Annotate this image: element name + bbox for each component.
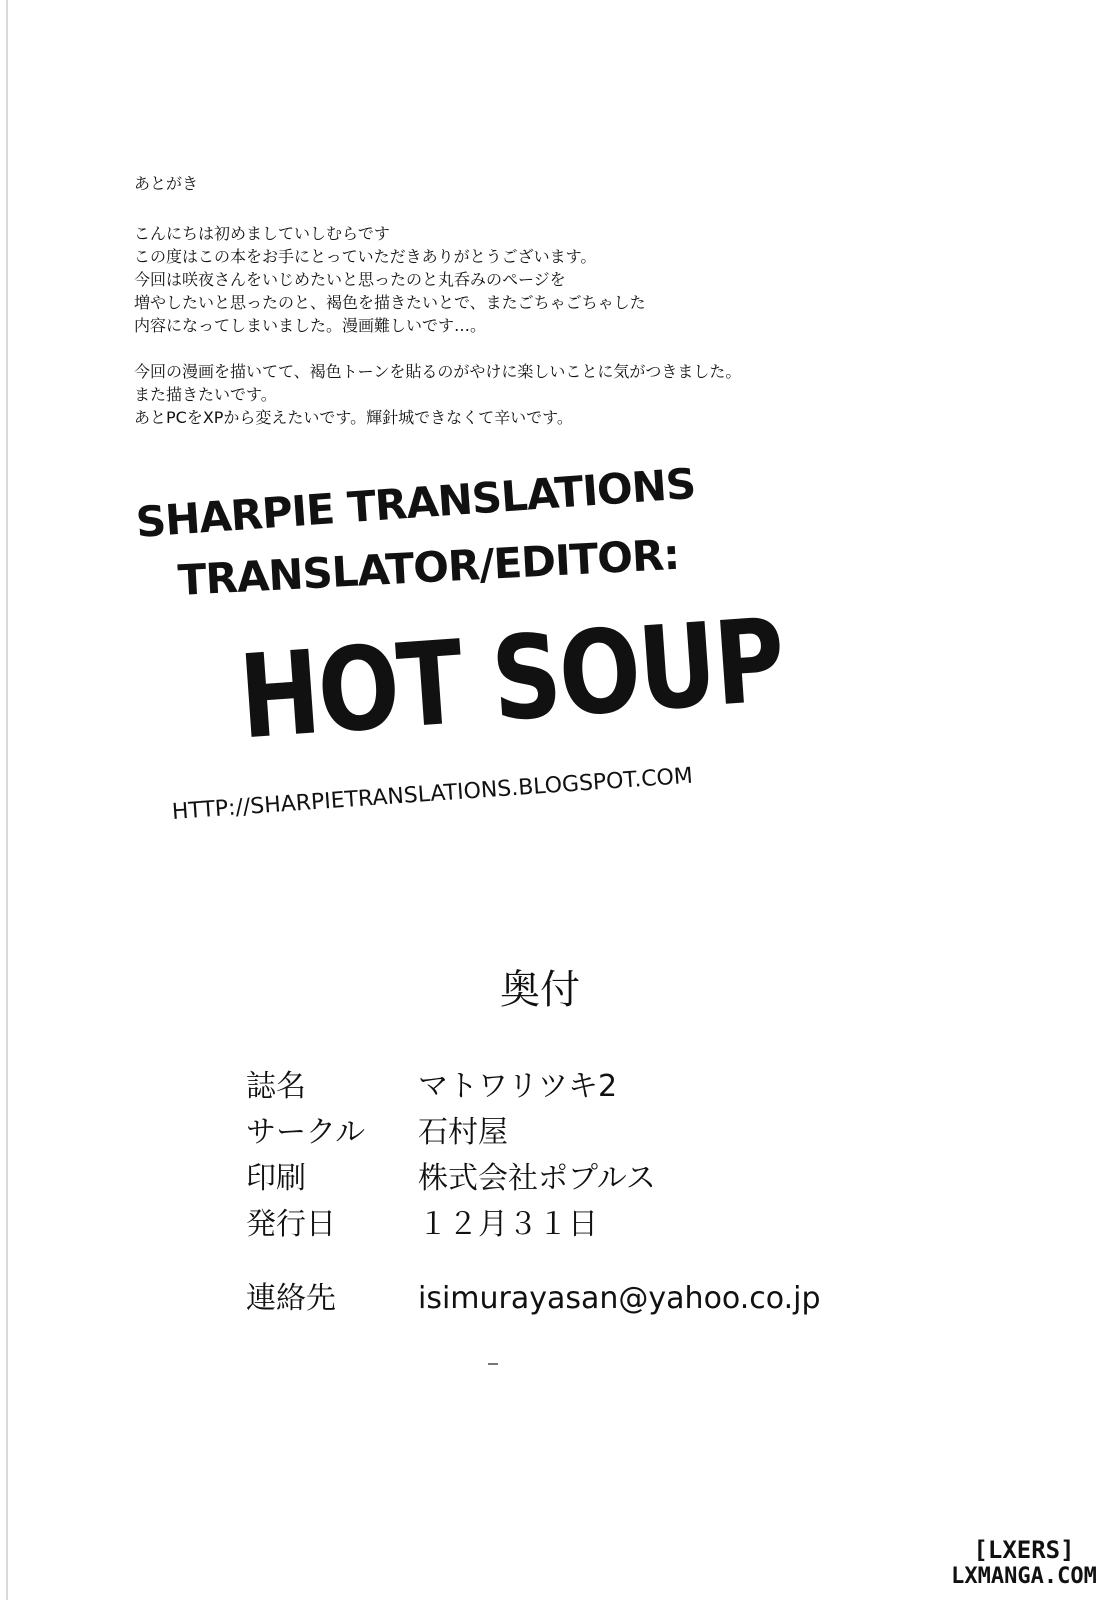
- colophon-row-date: [246, 1202, 821, 1248]
- colophon-contact-email: isimurayasan@yahoo.co.jp: [418, 1281, 821, 1316]
- page-edge-line: [6, 0, 8, 1600]
- colophon-table: [246, 1064, 821, 1322]
- colophon-value: 石村屋: [418, 1115, 508, 1150]
- credit-group-name: SHARPIE TRANSLATIONS: [134, 458, 697, 547]
- afterword-line: 今回は咲夜さんをいじめたいと思ったのと丸呑みのページを: [134, 270, 566, 289]
- watermark: [942, 1536, 1106, 1590]
- afterword-line: 増やしたいと思ったのと、褐色を描きたいとで、またごちゃごちゃした: [134, 293, 646, 312]
- colophon-label: 誌名: [246, 1069, 306, 1104]
- afterword-line: この度はこの本をお手にとっていただきありがとうございます。: [134, 247, 597, 266]
- afterword-line: あとPCをXPから変えたいです。輝針城できなくて辛いです。: [134, 408, 573, 427]
- watermark-bottom: LXMANGA.COM: [951, 1564, 1097, 1589]
- afterword-paragraph-1: [134, 222, 894, 337]
- afterword-line: 今回の漫画を描いてて、褐色トーンを貼るのがやけに楽しいことに気がつきました。: [134, 362, 742, 381]
- colophon-value: １２月３１日: [418, 1207, 598, 1242]
- afterword-paragraph-2: [134, 360, 894, 429]
- afterword-line: 内容になってしまいました。漫画難しいです…。: [134, 316, 487, 335]
- afterword-section: [134, 172, 894, 452]
- colophon-row-contact: [246, 1276, 821, 1322]
- colophon-row-title: [246, 1064, 821, 1110]
- afterword-line: こんにちは初めましていしむらです: [134, 224, 390, 243]
- print-mark: [488, 1363, 498, 1365]
- credit-url: HTTP://SHARPIETRANSLATIONS.BLOGSPOT.COM: [171, 763, 694, 825]
- colophon-value: 株式会社ポプルス: [418, 1161, 656, 1196]
- colophon-label: 印刷: [246, 1161, 306, 1196]
- colophon-value: マトワリツキ2: [418, 1069, 618, 1104]
- watermark-top: [LXERS]: [973, 1536, 1075, 1564]
- credit-role: TRANSLATOR/EDITOR:: [176, 529, 681, 605]
- credit-translator-name: HOT SOUP: [235, 593, 788, 766]
- colophon-title: 奥付: [500, 967, 580, 1013]
- colophon-label: 連絡先: [246, 1281, 336, 1316]
- colophon-label: 発行日: [246, 1207, 336, 1242]
- afterword-line: また描きたいです。: [134, 385, 277, 404]
- colophon-row-printer: [246, 1156, 821, 1202]
- colophon-row-circle: [246, 1110, 821, 1156]
- colophon-label: サークル: [246, 1115, 366, 1150]
- afterword-title: あとがき: [134, 174, 199, 193]
